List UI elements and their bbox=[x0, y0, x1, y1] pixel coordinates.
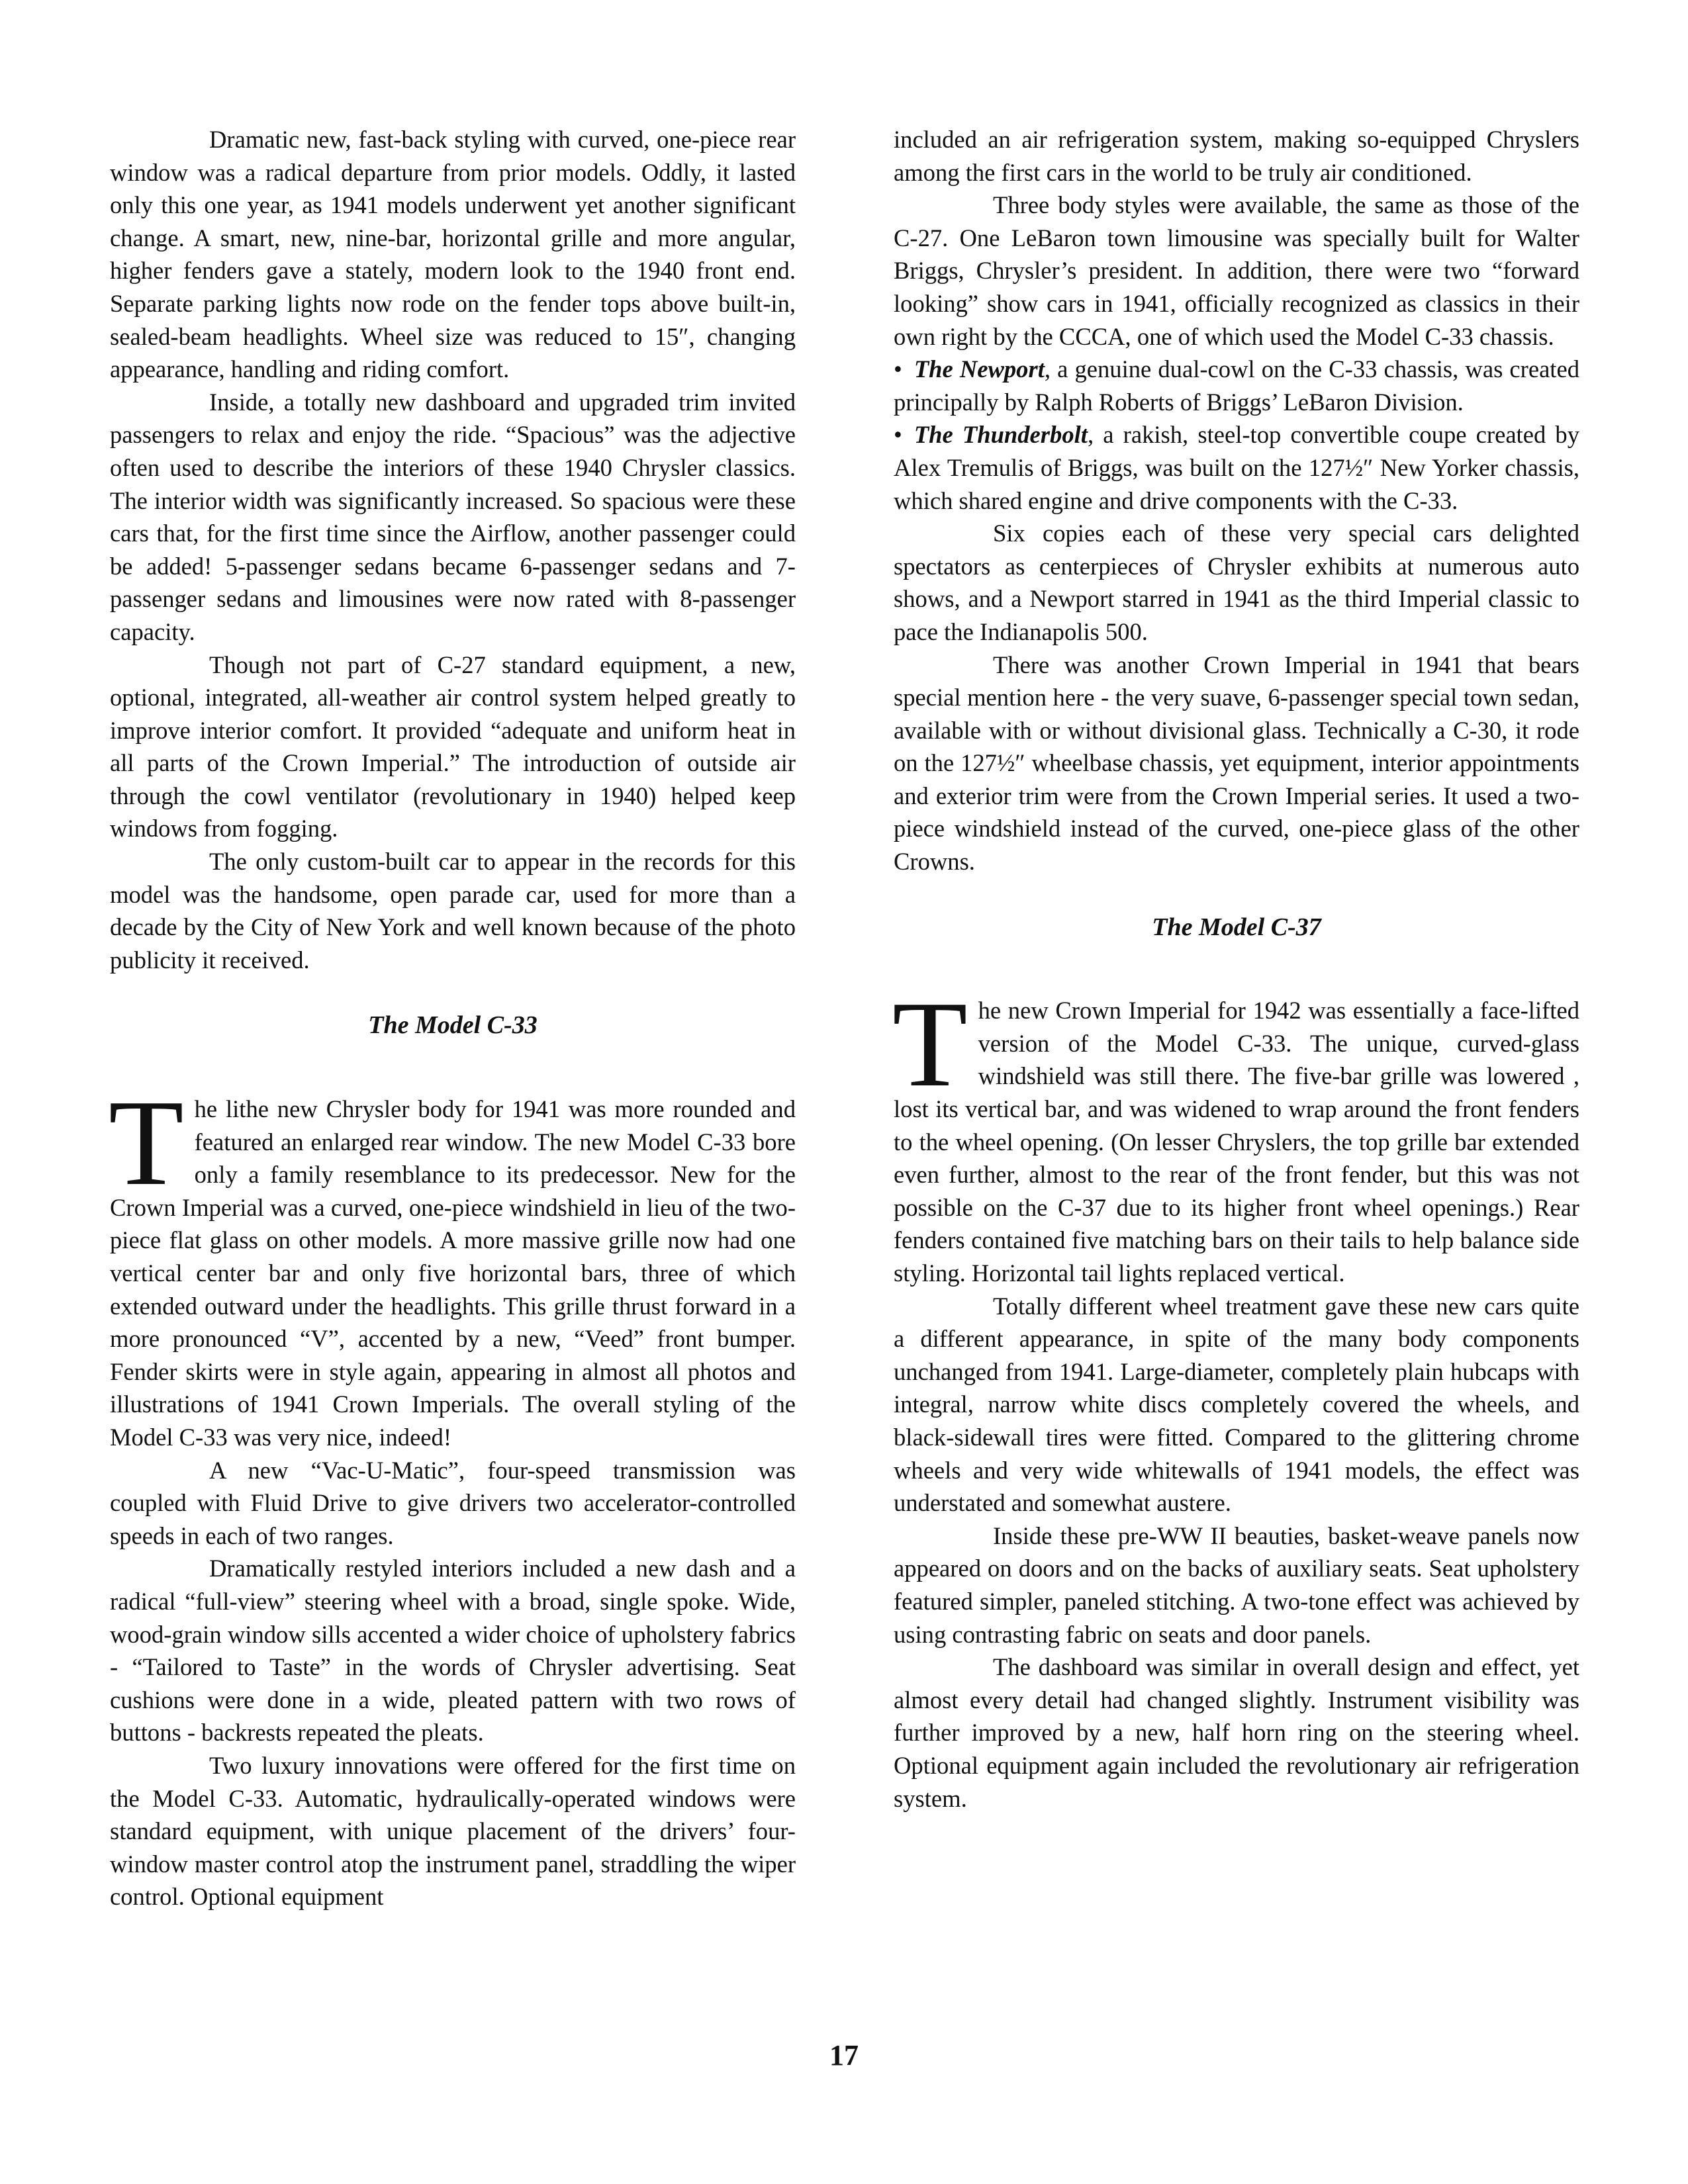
paragraph: included an air refrigeration system, making so-equipped Chryslers among the first cars in the world to be truly air conditioned. bbox=[894, 126, 1579, 186]
drop-cap: T bbox=[109, 1075, 184, 1212]
bullet-title: The Newport bbox=[914, 355, 1045, 383]
left-column bbox=[110, 123, 796, 1913]
drop-cap: T bbox=[892, 976, 968, 1113]
paragraph: Six copies each of these very special cars delighted spectators as centerpieces of Chrysler exhibits at numerous auto shows, and a Newport starred in 1941 as the third Imperial classic to pace the Indianapolis 500. bbox=[894, 520, 1579, 645]
paragraph: Dramatic new, fast-back styling with curved, one-piece rear window was a radical departure from prior models. Oddly, it lasted only this one year, as 1941 models underwent yet another significant change. A smart, new, nine-bar, horizontal grille and more angular, higher fenders gave a stately, modern look to the 1940 front end. Separate parking lights now rode on the fender tops above built-in, sealed-beam headlights. Wheel size was reduced to 15″, changing appearance, handling and riding comfort. bbox=[110, 126, 796, 383]
paragraph: A new “Vac-U-Matic”, four-speed transmission was coupled with Fluid Drive to give drivers two accelerator-controlled speeds in each of two ranges. bbox=[110, 1456, 796, 1549]
bullet-text: , a genuine dual-cowl on the C-33 chassis, was created principally by Ralph Roberts of Briggs’ LeBaron Division. bbox=[894, 355, 1579, 416]
paragraph: Totally different wheel treatment gave these new cars quite a different appearance, in spite of the many body components unchanged from 1941. Large-diameter, completely plain hubcaps with integral, narrow white discs completely covered the wheels, and black-sidewall tires were fitted. Compared to the glittering chrome wheels and very wide whitewalls of 1941 models, the effect was understated and somewhat austere. bbox=[894, 1292, 1579, 1517]
paragraph: Three body styles were available, the same as those of the C-27. One LeBaron town limousine was specially built for Walter Briggs, Chrysler’s president. In addition, there were two “forward looking” show cars in 1941, officially recognized as classics in their own right by the CCCA, one of which used the Model C-33 chassis. bbox=[894, 191, 1579, 350]
paragraph-text: he new Crown Imperial for 1942 was essentially a face-lifted version of the Model C-33. The unique, curved-glass windshield was still there. The five-bar grille was lowered , lost its vertical bar, and was widened to wrap around the front fenders to the wheel opening. (On lesser Chryslers, the top grille bar extended even further, almost to the rear of the front fender, but this was not possible on the C-37 due to its higher front wheel openings.) Rear fenders contained five matching bars on their tails to help balance side styling. Horizontal tail lights replaced vertical. bbox=[894, 997, 1579, 1287]
page-number: 17 bbox=[829, 2039, 859, 2071]
bullet-text: , a rakish, steel-top convertible coupe created by Alex Tremulis of Briggs, was built on the 127½″ New Yorker chassis, which shared engine and drive components with the C-33. bbox=[894, 421, 1579, 514]
paragraph-with-dropcap bbox=[109, 1075, 796, 1454]
paragraph-with-dropcap bbox=[892, 976, 1579, 1289]
paragraph: Though not part of C-27 standard equipment, a new, optional, integrated, all-weather air control system helped greatly to improve interior comfort. It provided “adequate and uniform heat in all parts of the Crown Imperial.” The introduction of outside air through the cowl ventilator (revolutionary in 1940) helped keep windows from fogging. bbox=[110, 651, 796, 842]
bullet-icon: • bbox=[894, 421, 902, 449]
paragraph: Two luxury innovations were offered for the first time on the Model C-33. Automatic, hydraulically-operated windows were standard equipment, with unique placement of the drivers’ four-window master control atop the instrument panel, straddling the wiper control. Optional equipment bbox=[110, 1751, 796, 1911]
bullet-item-newport bbox=[894, 353, 1579, 418]
paragraph: The dashboard was similar in overall design and effect, yet almost every detail had changed slightly. Instrument visibility was further improved by a new, half horn ring on the steering wheel. Optional equipment again included the revolutionary air refrigeration system. bbox=[894, 1653, 1579, 1812]
bullet-icon: • bbox=[894, 355, 902, 383]
paragraph: Inside, a totally new dashboard and upgraded trim invited passengers to relax and enjoy the ride. “Spacious” was the adjective often used to describe the interiors of these 1940 Chrysler classics. The interior width was significantly increased. So spacious were these cars that, for the first time since the Airflow, another passenger could be added! 5-passenger sedans became 6-passenger sedans and 7-passenger sedans and limousines were now rated with 8-passenger capacity. bbox=[110, 388, 796, 645]
paragraph: Inside these pre-WW II beauties, basket-weave panels now appeared on doors and on the backs of auxiliary seats. Seat upholstery featured simpler, paneled stitching. A two-tone effect was achieved by using contrasting fabric on seats and door panels. bbox=[894, 1522, 1579, 1648]
paragraph: There was another Crown Imperial in 1941 that bears special mention here - the very suave, 6-passenger special town sedan, available with or without divisional glass. Technically a C-30, it rode on the 127½″ wheelbase chassis, yet equipment, interior appointments and exterior trim were from the Crown Imperial series. It used a two-piece windshield instead of the curved, one-piece glass of the other Crowns. bbox=[894, 651, 1579, 876]
paragraph-text: he lithe new Chrysler body for 1941 was more rounded and featured an enlarged rear window. The new Model C-33 bore only a family resemblance to its predecessor. New for the Crown Imperial was a curved, one-piece windshield in lieu of the two-piece flat glass on other models. A more massive grille now had one vertical center bar and only five horizontal bars, three of which extended outward under the headlights. This grille thrust forward in a more pronounced “V”, accented by a new, “Veed” front bumper. Fender skirts were in style again, appearing in almost all photos and illustrations of 1941 Crown Imperials. The overall styling of the Model C-33 was very nice, indeed! bbox=[110, 1095, 796, 1451]
bullet-item-thunderbolt bbox=[894, 418, 1579, 517]
bullet-title: The Thunderbolt bbox=[914, 421, 1088, 449]
paragraph: The only custom-built car to appear in the records for this model was the handsome, open parade car, used for more than a decade by the City of New York and well known because of the photo publicity it received. bbox=[110, 848, 796, 974]
section-heading-c33: The Model C-33 bbox=[368, 1011, 538, 1040]
paragraph: Dramatically restyled interiors included a new dash and a radical “full-view” steering wheel with a broad, single spoke. Wide, wood-grain window sills accented a wider choice of upholstery fabrics - “Tailored to Taste” in the words of Chrysler advertising. Seat cushions were done in a wide, pleated pattern with two rows of buttons - backrests repeated the pleats. bbox=[110, 1555, 796, 1747]
right-column bbox=[894, 123, 1579, 1815]
section-heading-c37: The Model C-37 bbox=[1152, 913, 1321, 941]
